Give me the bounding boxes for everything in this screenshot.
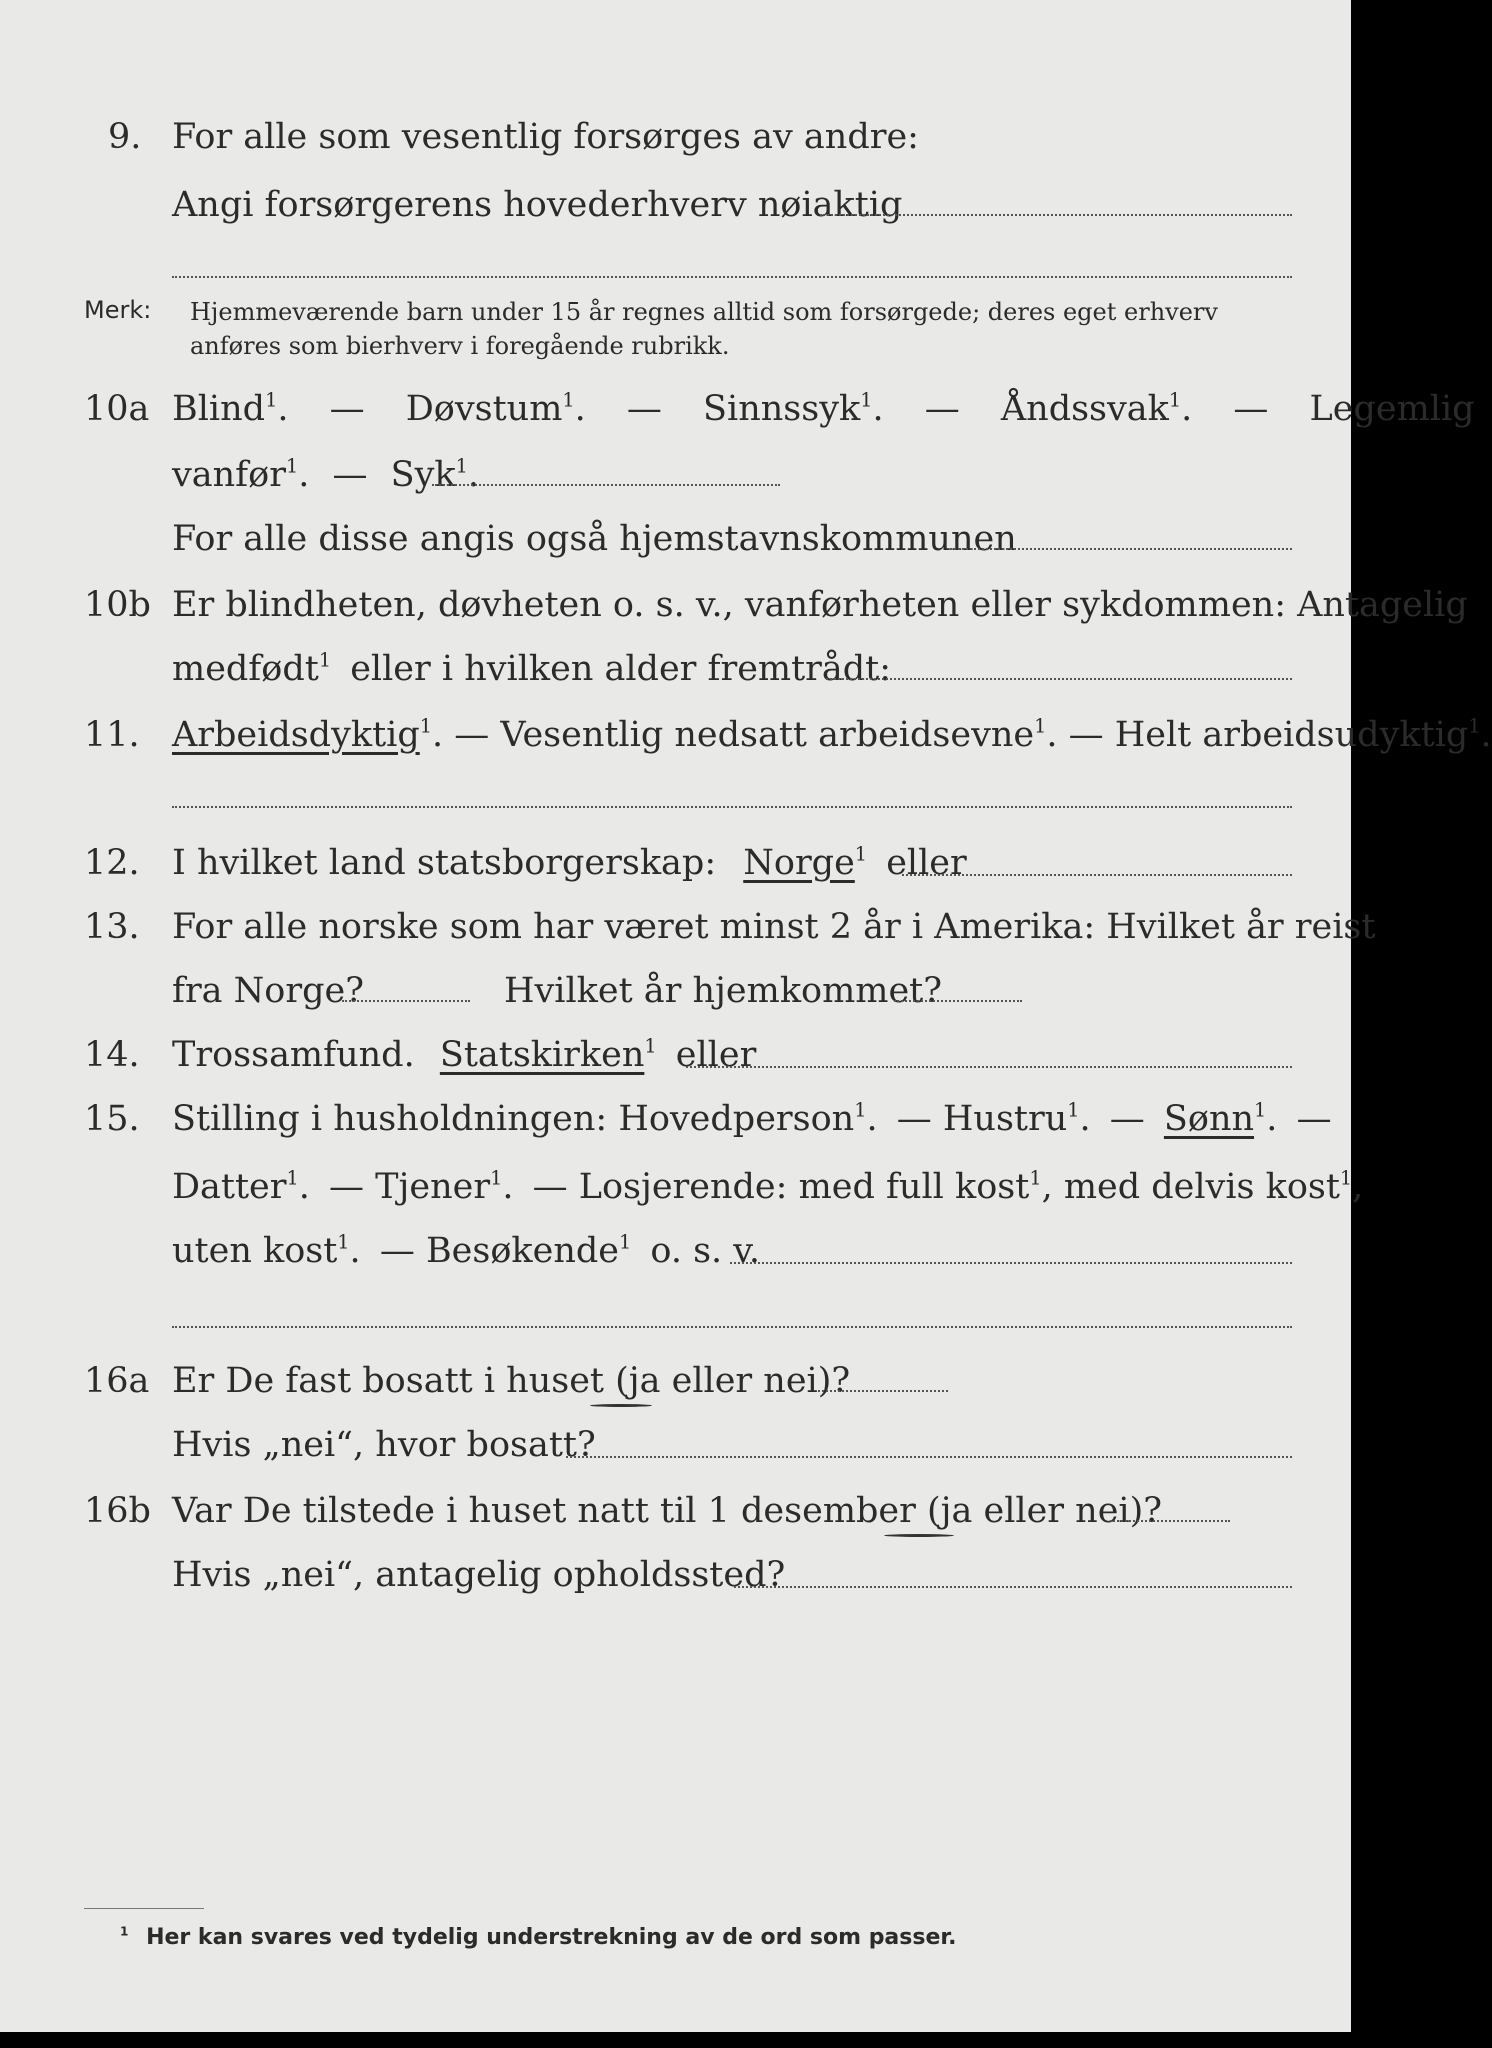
q10b-line1: Er blindheten, døvheten o. s. v., vanførheten eller sykdommen: Antagelig bbox=[172, 585, 1468, 625]
q16b-answer-line[interactable] bbox=[1110, 1520, 1230, 1522]
footnote: $^1$ Her kan svares ved tydelig understrekning av de ord som passer. bbox=[120, 1924, 957, 1950]
q16b-opholdssted-answer-line[interactable] bbox=[734, 1586, 1292, 1588]
q15-answer-line-2[interactable] bbox=[172, 1326, 1292, 1328]
q12-answer-line[interactable] bbox=[902, 874, 1292, 876]
q10a-syk: Syk bbox=[390, 455, 456, 495]
q16a-line1: Er De fast bosatt i huset (ja eller nei)? bbox=[172, 1361, 851, 1401]
q16a-line2: Hvis „nei“, hvor bosatt? bbox=[172, 1425, 596, 1465]
q13-number: 13. bbox=[84, 907, 140, 947]
q11-udyktig: — Helt arbeidsudyktig bbox=[1068, 715, 1469, 755]
q11-line1: Arbeidsdyktig$^1$. — Vesentlig nedsatt arbeidsevne$^1$. — Helt arbeidsudyktig$^1$. bbox=[172, 714, 1492, 755]
q15-answer-line[interactable] bbox=[730, 1262, 1292, 1264]
q10a-line1: Blind$^1$. — Døvstum$^1$. — Sinnssyk$^1$. — Åndssvak$^1$. — Legemlig bbox=[172, 388, 1475, 429]
q15-number: 15. bbox=[84, 1099, 140, 1139]
q10a-dovstum: Døvstum bbox=[405, 389, 563, 429]
q13-part2: Hvilket år hjemkommet? bbox=[504, 971, 943, 1011]
q16b-line2: Hvis „nei“, antagelig opholdssted? bbox=[172, 1555, 786, 1595]
q16a-bosatt-answer-line[interactable] bbox=[566, 1456, 1292, 1458]
q16a-ja-handwritten-mark bbox=[590, 1404, 652, 1407]
q10a-legemlig: Legemlig bbox=[1309, 389, 1475, 429]
q10a-sinnssyk: Sinnssyk bbox=[703, 389, 861, 429]
q15-line3: uten kost$^1$. — Besøkende$^1$ o. s. v. bbox=[172, 1230, 761, 1271]
q15-line2: Datter$^1$. — Tjener$^1$. — Losjerende: med full kost$^1$, med delvis kost$^1$, bbox=[172, 1166, 1364, 1207]
q13-part1: fra Norge? bbox=[172, 971, 364, 1011]
q15-sonn: Sønn bbox=[1163, 1099, 1255, 1139]
q16b-ja-handwritten-mark bbox=[884, 1534, 954, 1537]
q16a-number: 16a bbox=[84, 1361, 150, 1401]
q12-line1: I hvilket land statsborgerskap: Norge$^1$ eller bbox=[172, 842, 967, 883]
q14-statskirken: Statskirken bbox=[439, 1035, 645, 1075]
q10a-andssvak: Åndssvak bbox=[1000, 389, 1169, 429]
q10b-answer-line[interactable] bbox=[826, 678, 1292, 680]
q9-answer-line[interactable] bbox=[820, 214, 1292, 216]
q13-hjemkommet-answer-line[interactable] bbox=[894, 1000, 1022, 1002]
note-line2: anføres som bierhverv i foregående rubrikk. bbox=[190, 332, 730, 360]
q15-line1: Stilling i husholdningen: Hovedperson$^1$. — Hustru$^1$. — Sønn$^1$. — bbox=[172, 1098, 1332, 1139]
q16a-answer-line[interactable] bbox=[818, 1390, 948, 1392]
q13-line1: For alle norske som har været minst 2 år i Amerika: Hvilket år reist bbox=[172, 907, 1376, 947]
q10a-vanfor: vanfør bbox=[172, 455, 286, 495]
q10a-blind: Blind bbox=[172, 389, 266, 429]
q9-line2: Angi forsørgerens hovederhverv nøiaktig bbox=[172, 185, 903, 225]
q10b-medfodt: medfødt bbox=[172, 649, 319, 689]
q9-answer-line-2[interactable] bbox=[172, 276, 1292, 278]
q12-number: 12. bbox=[84, 843, 140, 883]
q14-number: 14. bbox=[84, 1035, 140, 1075]
q10a-line3: For alle disse angis også hjemstavnskommunen bbox=[172, 519, 1017, 559]
q13-reist-answer-line[interactable] bbox=[342, 1000, 470, 1002]
q12-norge: Norge bbox=[743, 843, 855, 883]
q16b-number: 16b bbox=[84, 1491, 151, 1531]
q11-arbeidsdyktig: Arbeidsdyktig bbox=[172, 715, 420, 755]
note-label: Merk: bbox=[84, 296, 152, 324]
q10b-number: 10b bbox=[84, 585, 151, 625]
q10a-line2: vanfør$^1$. — Syk$^1$. bbox=[172, 454, 479, 495]
q11-number: 11. bbox=[84, 715, 140, 755]
q10a-syk-answer-line[interactable] bbox=[432, 484, 780, 486]
q14-line1: Trossamfund. Statskirken$^1$ eller bbox=[172, 1034, 757, 1075]
footnote-rule bbox=[84, 1908, 204, 1909]
q10a-answer-line[interactable] bbox=[950, 548, 1292, 550]
q9-line1: For alle som vesentlig forsørges av andre: bbox=[172, 117, 919, 157]
q10a-number: 10a bbox=[84, 389, 150, 429]
q14-answer-line[interactable] bbox=[686, 1066, 1292, 1068]
q16b-line1: Var De tilstede i huset natt til 1 desember (ja eller nei)? bbox=[172, 1491, 1163, 1531]
note-line1: Hjemmeværende barn under 15 år regnes alltid som forsørgede; deres eget erhverv bbox=[190, 298, 1218, 326]
q11-answer-line[interactable] bbox=[172, 806, 1292, 808]
q9-number: 9. bbox=[108, 117, 142, 157]
q10b-line2: medfødt$^1$ eller i hvilken alder fremtrådt: bbox=[172, 648, 892, 689]
q11-nedsatt: — Vesentlig nedsatt arbeidsevne bbox=[454, 715, 1035, 755]
